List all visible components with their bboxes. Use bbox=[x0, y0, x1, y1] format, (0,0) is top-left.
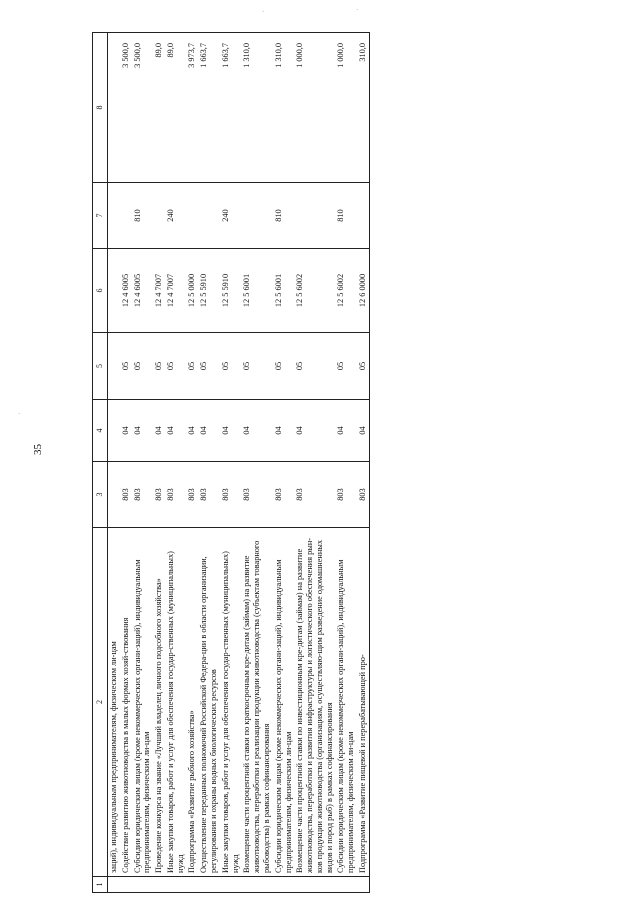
cell-description: Иные закупки товаров, работ и услуг для обеспечения государ-ственных (муниципальных) нужд bbox=[220, 528, 242, 877]
cell-description: Содействие развитию животноводства в малых формах хозяй-ствования bbox=[120, 528, 132, 877]
cell-col8: 310,0 bbox=[357, 33, 369, 183]
cell-description: Субсидии юридическим лицам (кроме некоммерческих органи-заций), индивидуальным предпринимателям, физическим ли-цам bbox=[335, 528, 357, 877]
cell-col1 bbox=[186, 877, 198, 893]
cell-col1 bbox=[132, 877, 154, 893]
cell-col7 bbox=[153, 183, 165, 249]
budget-table bbox=[92, 32, 370, 893]
cell-col3: 803 bbox=[357, 462, 369, 528]
column-header: 8 bbox=[93, 33, 108, 183]
cell-col1 bbox=[220, 877, 242, 893]
cell-description: Субсидии юридическим лицам (кроме некоммерческих органи-заций), индивидуальным предпринимателям, физическим ли-цам bbox=[273, 528, 295, 877]
cell-col4: 04 bbox=[357, 400, 369, 462]
cell-col1 bbox=[335, 877, 357, 893]
cell-col5: 05 bbox=[132, 333, 154, 400]
cell-col5: 05 bbox=[357, 333, 369, 400]
table-row bbox=[186, 33, 198, 893]
cell-col5: 05 bbox=[220, 333, 242, 400]
cell-col4: 04 bbox=[294, 400, 335, 462]
cell-col6: 12 4 6005 bbox=[120, 249, 132, 333]
cell-col3: 803 bbox=[241, 462, 272, 528]
cell-col6: 12 4 6005 bbox=[132, 249, 154, 333]
cell-col3: 803 bbox=[165, 462, 187, 528]
cell-col5: 05 bbox=[294, 333, 335, 400]
cell-col6: 12 5 6001 bbox=[241, 249, 272, 333]
table-row bbox=[108, 33, 120, 893]
rotated-table-wrapper bbox=[92, 33, 608, 893]
column-header: 5 bbox=[93, 333, 108, 400]
table-row bbox=[198, 33, 220, 893]
cell-col4: 04 bbox=[153, 400, 165, 462]
table-row bbox=[273, 33, 295, 893]
cell-col8: 1 663,7 bbox=[198, 33, 220, 183]
cell-col6: 12 4 7007 bbox=[153, 249, 165, 333]
cell-col1 bbox=[165, 877, 187, 893]
cell-col4: 04 bbox=[165, 400, 187, 462]
cell-col6: 12 5 0000 bbox=[186, 249, 198, 333]
cell-col4: 04 bbox=[241, 400, 272, 462]
column-header: 3 bbox=[93, 462, 108, 528]
cell-description: Субсидии юридическим лицам (кроме некоммерческих органи-заций), индивидуальным предпринимателям, физическим ли-цам bbox=[132, 528, 154, 877]
cell-description: Возмещение части процентной ставки по краткосрочным кре-дитам (займам) на развитие животноводства, переработки и реализации продукции животноводства (субъектам товарного рыбоводства) в рамках софинансирования bbox=[241, 528, 272, 877]
cell-col4 bbox=[108, 400, 120, 462]
cell-col5: 05 bbox=[198, 333, 220, 400]
page-number: 35 bbox=[32, 444, 44, 455]
cell-col7: 810 bbox=[132, 183, 154, 249]
cell-col7 bbox=[108, 183, 120, 249]
cell-col1 bbox=[198, 877, 220, 893]
cell-col3: 803 bbox=[273, 462, 295, 528]
cell-col8: 89,0 bbox=[153, 33, 165, 183]
cell-col7 bbox=[186, 183, 198, 249]
cell-col8: 1 000,0 bbox=[294, 33, 335, 183]
cell-col3 bbox=[108, 462, 120, 528]
column-header: 7 bbox=[93, 183, 108, 249]
cell-col6: 12 5 6001 bbox=[273, 249, 295, 333]
cell-col3: 803 bbox=[153, 462, 165, 528]
cell-col7: 240 bbox=[165, 183, 187, 249]
cell-col8 bbox=[108, 33, 120, 183]
cell-col6 bbox=[108, 249, 120, 333]
cell-col5: 05 bbox=[153, 333, 165, 400]
cell-col7 bbox=[357, 183, 369, 249]
table-row bbox=[165, 33, 187, 893]
cell-col8: 3 500,0 bbox=[132, 33, 154, 183]
cell-col4: 04 bbox=[335, 400, 357, 462]
cell-col1 bbox=[357, 877, 369, 893]
cell-col3: 803 bbox=[120, 462, 132, 528]
table-row bbox=[132, 33, 154, 893]
cell-col8: 89,0 bbox=[165, 33, 187, 183]
cell-col5: 05 bbox=[165, 333, 187, 400]
cell-col6: 12 4 7007 bbox=[165, 249, 187, 333]
cell-col4: 04 bbox=[198, 400, 220, 462]
column-header: 2 bbox=[93, 528, 108, 877]
cell-description: Иные закупки товаров, работ и услуг для обеспечения государ-ственных (муниципальных) нужд bbox=[165, 528, 187, 877]
cell-col6: 12 5 5910 bbox=[198, 249, 220, 333]
cell-col8: 1 000,0 bbox=[335, 33, 357, 183]
column-header: 1 bbox=[93, 877, 108, 893]
cell-col1 bbox=[120, 877, 132, 893]
cell-description: Подпрограмма «Развитие рыбного хозяйства» bbox=[186, 528, 198, 877]
cell-col6: 12 5 6002 bbox=[294, 249, 335, 333]
cell-col7: 810 bbox=[273, 183, 295, 249]
cell-description: Подпрограмма «Развитие пищевой и перерабатывающей про- bbox=[357, 528, 369, 877]
cell-col8: 1 663,7 bbox=[220, 33, 242, 183]
scan-speck: · bbox=[262, 8, 265, 16]
cell-col6: 12 5 5910 bbox=[220, 249, 242, 333]
cell-col4: 04 bbox=[220, 400, 242, 462]
cell-col1 bbox=[241, 877, 272, 893]
cell-col5 bbox=[108, 333, 120, 400]
column-header: 6 bbox=[93, 249, 108, 333]
cell-col7 bbox=[198, 183, 220, 249]
cell-col8: 1 310,0 bbox=[273, 33, 295, 183]
cell-description: Проведение конкурса на звание «Лучший владелец личного подсобного хозяйства» bbox=[153, 528, 165, 877]
cell-col7: 810 bbox=[335, 183, 357, 249]
cell-col8: 3 500,0 bbox=[120, 33, 132, 183]
cell-col3: 803 bbox=[294, 462, 335, 528]
cell-col3: 803 bbox=[132, 462, 154, 528]
cell-col6: 12 6 0000 bbox=[357, 249, 369, 333]
cell-col3: 803 bbox=[335, 462, 357, 528]
cell-col4: 04 bbox=[132, 400, 154, 462]
cell-description: Осуществление переданных полномочий Российской Федера-ции в области организации, регулирования и охраны водных биологических ресурсов bbox=[198, 528, 220, 877]
table-row bbox=[120, 33, 132, 893]
cell-col4: 04 bbox=[273, 400, 295, 462]
cell-col3: 803 bbox=[186, 462, 198, 528]
table-row bbox=[153, 33, 165, 893]
cell-col7 bbox=[120, 183, 132, 249]
cell-description: заций), индивидуальным предпринимателям, физическим ли-цам bbox=[108, 528, 120, 877]
cell-col5: 05 bbox=[186, 333, 198, 400]
cell-col7: 240 bbox=[220, 183, 242, 249]
cell-col5: 05 bbox=[335, 333, 357, 400]
header-row bbox=[93, 33, 108, 893]
scan-speck: · bbox=[356, 6, 359, 14]
cell-col3: 803 bbox=[220, 462, 242, 528]
cell-col5: 05 bbox=[241, 333, 272, 400]
cell-col1 bbox=[273, 877, 295, 893]
cell-col1 bbox=[108, 877, 120, 893]
scan-speck: · bbox=[18, 410, 21, 418]
cell-col8: 3 973,7 bbox=[186, 33, 198, 183]
cell-col7 bbox=[241, 183, 272, 249]
cell-col5: 05 bbox=[120, 333, 132, 400]
cell-col6: 12 5 6002 bbox=[335, 249, 357, 333]
cell-col8: 1 310,0 bbox=[241, 33, 272, 183]
cell-col1 bbox=[294, 877, 335, 893]
table-row bbox=[335, 33, 357, 893]
cell-col1 bbox=[153, 877, 165, 893]
table-row bbox=[241, 33, 272, 893]
table-row bbox=[294, 33, 335, 893]
table-row bbox=[220, 33, 242, 893]
cell-col4: 04 bbox=[120, 400, 132, 462]
cell-description: Возмещение части процентной ставки по инвестиционным кре-дитам (займам) на развитие животноводства, переработки и развития инфраструктуры и логистического обеспечения рын-ков продукции животноводства (организациям, осуществляю-щим разведение одомашненных видов и пород рыб) в рамках софинансирования bbox=[294, 528, 335, 877]
cell-col7 bbox=[294, 183, 335, 249]
cell-col5: 05 bbox=[273, 333, 295, 400]
table-row bbox=[357, 33, 369, 893]
column-header: 4 bbox=[93, 400, 108, 462]
cell-col4: 04 bbox=[186, 400, 198, 462]
cell-col3: 803 bbox=[198, 462, 220, 528]
